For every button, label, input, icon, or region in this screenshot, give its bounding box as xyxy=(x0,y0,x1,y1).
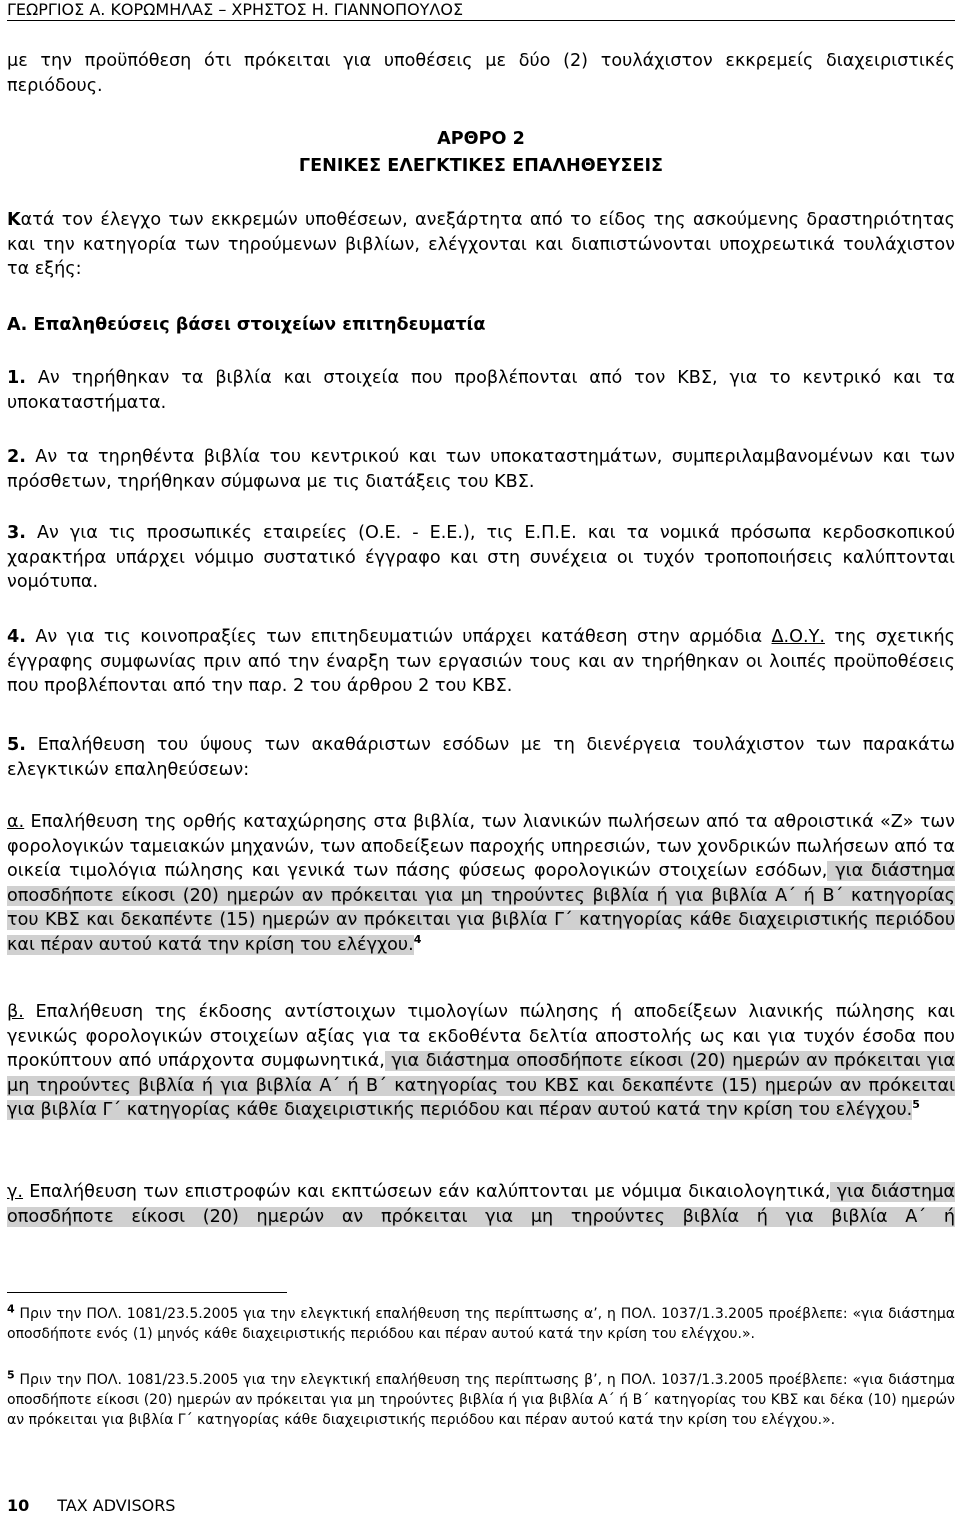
intro-paragraph: με την προϋπόθεση ότι πρόκειται για υποθέσεις με δύο (2) τουλάχιστον εκκρεμείς διαχειριστικές περιόδους. xyxy=(7,51,955,96)
page-number: 10 xyxy=(7,1496,30,1515)
sub-item-b xyxy=(7,1000,955,1123)
sub-item-text: Επαλήθευση της έκδοσης αντίστοιχων τιμολογίων πώλησης ή αποδείξεων λιανικής πώλησης και γενικώς φορολογικών στοιχείων αξίας για τα εκδοθέντα δελτία αποστολής ως και για τυχόν έσοδα που προκύπτουν από υπάρχοντα συμφωνητικά, xyxy=(7,1002,955,1071)
section-a-title: Α. Επαληθεύσεις βάσει στοιχείων επιτηδευματία xyxy=(7,315,486,335)
footnote-number: 5 xyxy=(7,1368,15,1382)
list-item xyxy=(7,625,955,699)
footnote-ref: 5 xyxy=(912,1098,920,1112)
footnote-separator xyxy=(7,1292,287,1293)
item-number: 1. xyxy=(7,368,26,388)
list-item xyxy=(7,521,955,595)
article-title: ΓΕΝΙΚΕΣ ΕΛΕΓΚΤΙΚΕΣ ΕΠΑΛΗΘΕΥΣΕΙΣ xyxy=(298,156,664,176)
sub-item-letter: α. xyxy=(7,812,25,832)
item-text-b: της σχετικής έγγραφης συμφωνίας πριν από την έναρξη των εργασιών τους και αν τηρήθηκαν οι λοιπές προϋποθέσεις που προβλέπονται από την παρ. 2 του άρθρου 2 του ΚΒΣ. xyxy=(7,627,955,696)
item-number: 3. xyxy=(7,523,26,543)
item-text: Αν τα τηρηθέντα βιβλία του κεντρικού και των υποκαταστημάτων, συμπεριλαμβανομένων και των πρόσθετων, τηρήθηκαν σύμφωνα με τις διατάξεις του ΚΒΣ. xyxy=(7,447,955,492)
item-text: Αν για τις προσωπικές εταιρείες (Ο.Ε. - Ε.Ε.), τις Ε.Π.Ε. και τα νομικά πρόσωπα κερδοσκοπικού χαρακτήρα υπάρχει νόμιμο συστατικό έγγραφο και στη συνέχεια οι τυχόν τροποποιήσεις καλύπτονται νομότυπα. xyxy=(7,523,955,592)
sub-item-text: Επαλήθευση των επιστροφών και εκπτώσεων εάν καλύπτονται με νόμιμα δικαιολογητικά, xyxy=(23,1182,831,1202)
sub-item-c xyxy=(7,1180,955,1229)
item-text: Αν τηρήθηκαν τα βιβλία και στοιχεία που προβλέπονται από τον ΚΒΣ, για το κεντρικό και τα υποκαταστήματα. xyxy=(7,368,955,413)
article-number: ΑΡΘΡΟ 2 xyxy=(437,129,525,149)
sub-item-letter: γ. xyxy=(7,1182,24,1202)
footnote-text: Πριν την ΠΟΛ. 1081/23.5.2005 για την ελεγκτική επαλήθευση της περίπτωσης β’, η ΠΟΛ. 1037/1.3.2005 προέβλεπε: «για διάστημα οποσδήποτε είκοσι (20) ημερών αν πρόκειται για μη τηρούντες βιβλία ή για βιβλία Α΄ ή Β΄ κατηγορίας του ΚΒΣ και δέκα (10) ημερών αν πρόκειται για βιβλία Γ΄ κατηγορίας κάθε διαχειριστικής περιόδου και πέραν αυτού κατά την κρίση του ελέγχου.». xyxy=(7,1372,955,1428)
footnote-number: 4 xyxy=(7,1302,15,1316)
running-header: ΓΕΩΡΓΙΟΣ Α. ΚΟΡΩΜΗΛΑΣ – ΧΡΗΣΤΟΣ Η. ΓΙΑΝΝΟΠΟΥΛΟΣ xyxy=(7,0,955,21)
sub-item-highlighted-text: για διάστημα οποσδήποτε είκοσι (20) ημερών αν πρόκειται για μη τηρούντες βιβλία ή για βιβλία Α΄ ή Β΄ κατηγορίας του ΚΒΣ και δεκαπέντε (15) ημερών αν πρόκειται για βιβλία Γ΄ κατηγορίας κάθε διαχειριστικής περιόδου και πέραν αυτού κατά την κρίση του ελέγχου. xyxy=(7,1051,955,1120)
footnote-4 xyxy=(7,1304,955,1344)
footnote-ref: 4 xyxy=(413,932,422,946)
article-lead-paragraph xyxy=(7,208,955,282)
item-number: 2. xyxy=(7,447,26,467)
page-footer xyxy=(7,1496,955,1516)
sub-item-highlighted-text: για διάστημα οποσδήποτε είκοσι (20) ημερών αν πρόκειται για μη τηρούντες βιβλία ή για βιβλία Α΄ ή xyxy=(7,1182,955,1227)
item-number: 4. xyxy=(7,627,26,647)
list-item xyxy=(7,733,955,782)
item-text-a: Αν για τις κοινοπραξίες των επιτηδευματιών υπάρχει κατάθεση στην αρμόδια xyxy=(25,627,772,647)
item-text: Επαλήθευση του ύψους των ακαθάριστων εσόδων με τη διενέργεια τουλάχιστον των παρακάτω ελεγκτικών επαληθεύσεων: xyxy=(7,735,955,780)
lead-initial: Κ xyxy=(7,210,21,230)
doy-abbreviation: Δ.Ο.Υ. xyxy=(771,627,825,647)
list-item xyxy=(7,366,955,415)
sub-item-letter: β. xyxy=(7,1002,24,1022)
lead-text: ατά τον έλεγχο των εκκρεμών υποθέσεων, ανεξάρτητα από το είδος της ασκούμενης δραστηριότητας και την κατηγορία των τηρούμενων βιβλίων, ελέγχονται και διαπιστώνονται υποχρεωτικά τουλάχιστον τα εξής: xyxy=(7,210,955,279)
footnote-text: Πριν την ΠΟΛ. 1081/23.5.2005 για την ελεγκτική επαλήθευση της περίπτωσης α’, η ΠΟΛ. 1037/1.3.2005 προέβλεπε: «για διάστημα οποσδήποτε ενός (1) μηνός κάθε διαχειριστικής περιόδου και πέραν αυτού κατά την κρίση του ελέγχου.». xyxy=(7,1306,955,1342)
list-item xyxy=(7,445,955,494)
footer-title: TAX ADVISORS xyxy=(57,1496,176,1515)
footnote-5 xyxy=(7,1370,955,1430)
sub-item-highlighted-text: για διάστημα οποσδήποτε είκοσι (20) ημερών αν πρόκειται για μη τηρούντες βιβλία ή για βιβλία Α΄ ή Β΄ κατηγορίας του ΚΒΣ και δεκαπέντε (15) ημερών αν πρόκειται για βιβλία Γ΄ κατηγορίας κάθε διαχειριστικής περιόδου και πέραν αυτού κατά την κρίση του ελέγχου. xyxy=(7,861,956,955)
sub-item-a xyxy=(7,810,955,957)
item-number: 5. xyxy=(7,735,26,755)
sub-item-text: Επαλήθευση της ορθής καταχώρησης στα βιβλία, των λιανικών πωλήσεων από τα αθροιστικά «Ζ» των φορολογικών ταμειακών μηχανών, των αποδείξεων παροχής υπηρεσιών, των χονδρικών πωλήσεων από τα οικεία τιμολόγια πώλησης και γενικά των πάσης φύσεως φορολογικών στοιχείων εσόδων, xyxy=(7,812,955,881)
